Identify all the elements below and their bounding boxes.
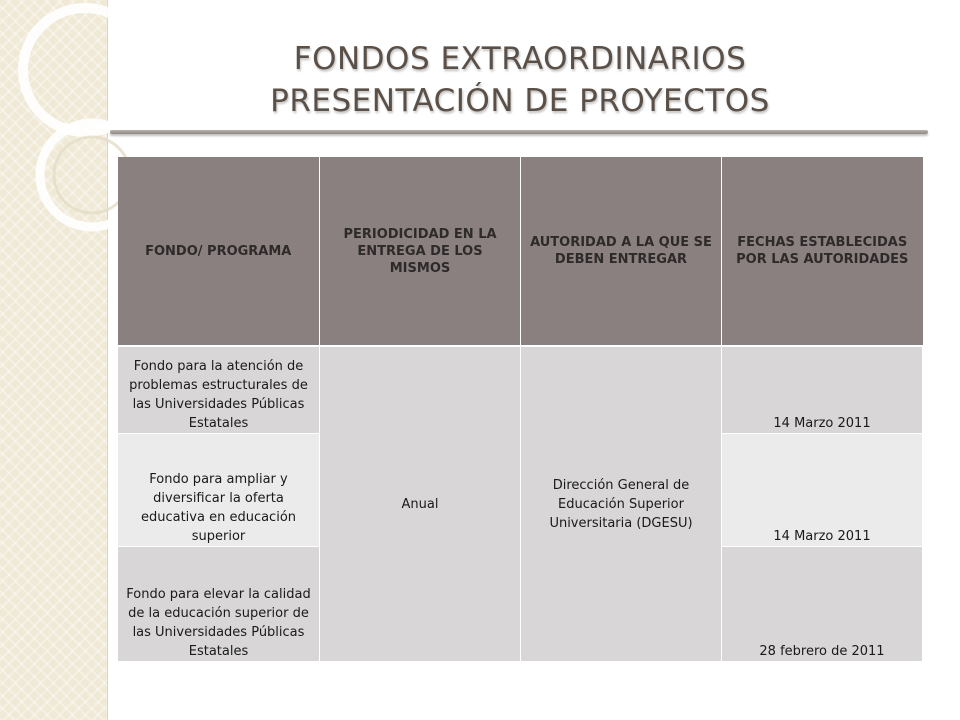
program-cell: Fondo para la atención de problemas estructurales de las Universidades Públicas Estatales <box>118 346 320 434</box>
authority-cell: Dirección General de Educación Superior Universitaria (DGESU) <box>521 346 722 662</box>
title-line-1: FONDOS EXTRAORDINARIOS <box>293 41 747 77</box>
date-cell: 28 febrero de 2011 <box>722 547 923 662</box>
title-divider <box>110 130 928 134</box>
program-cell: Fondo para ampliar y diversificar la oferta educativa en educación superior <box>118 434 320 547</box>
periodicity-cell: Anual <box>320 346 521 662</box>
header-periodicidad: PERIODICIDAD EN LA ENTREGA DE LOS MISMOS <box>320 157 521 346</box>
header-fechas: FECHAS ESTABLECIDAS POR LAS AUTORIDADES <box>722 157 923 346</box>
header-autoridad: AUTORIDAD A LA QUE SE DEBEN ENTREGAR <box>521 157 722 346</box>
table-header-row <box>118 157 923 346</box>
table-row <box>118 346 923 434</box>
title-line-2: PRESENTACIÓN DE PROYECTOS <box>270 83 770 119</box>
program-cell: Fondo para elevar la calidad de la educación superior de las Universidades Públicas Estatales <box>118 547 320 662</box>
header-fondo-programa: FONDO/ PROGRAMA <box>118 157 320 346</box>
funds-table <box>117 157 923 662</box>
date-cell: 14 Marzo 2011 <box>722 434 923 547</box>
date-cell: 14 Marzo 2011 <box>722 346 923 434</box>
slide-title <box>120 38 920 122</box>
